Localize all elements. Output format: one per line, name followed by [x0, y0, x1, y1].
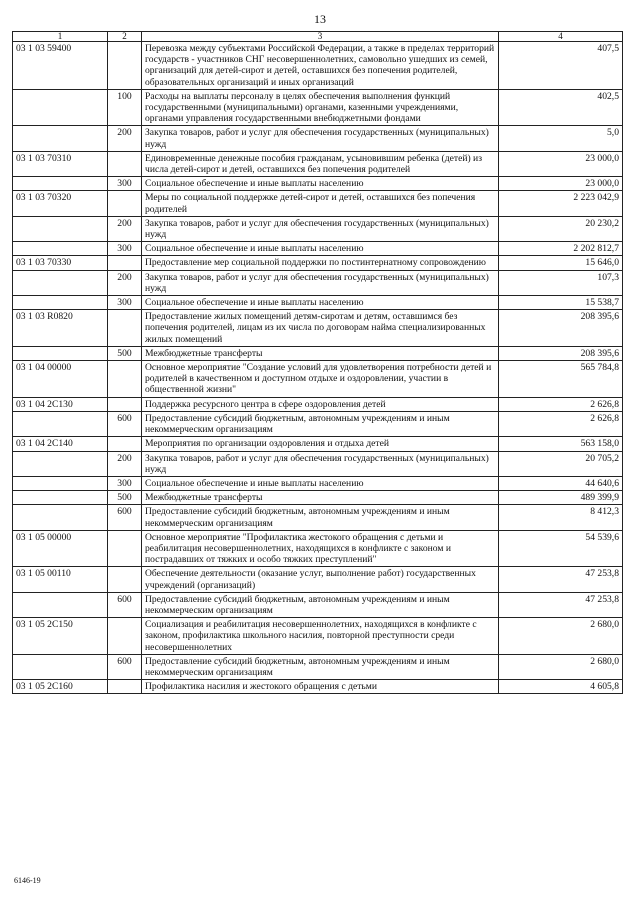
- table-row: [13, 451, 623, 476]
- row-code-cell: 03 1 03 70320: [13, 191, 108, 216]
- row-name-cell: Профилактика насилия и жестокого обращения с детьми: [142, 680, 499, 694]
- row-code-cell: 03 1 03 59400: [13, 42, 108, 90]
- table-row: [13, 89, 623, 126]
- row-expense-type-cell: 200: [108, 270, 142, 295]
- row-amount-cell: 565 784,8: [499, 361, 623, 398]
- column-header-4: 4: [499, 32, 623, 42]
- row-amount-cell: 23 000,0: [499, 151, 623, 176]
- row-amount-cell: 2 680,0: [499, 618, 623, 655]
- row-name-cell: Закупка товаров, работ и услуг для обеспечения государственных (муниципальных) нужд: [142, 126, 499, 151]
- row-name-cell: Предоставление субсидий бюджетным, автономным учреждениям и иным некоммерческим организациям: [142, 654, 499, 679]
- table-row: [13, 397, 623, 411]
- footer-document-code: 6146-19: [14, 876, 41, 885]
- table-row: [13, 618, 623, 655]
- row-amount-cell: 407,5: [499, 42, 623, 90]
- row-code-cell: [13, 126, 108, 151]
- row-code-cell: 03 1 03 70310: [13, 151, 108, 176]
- row-amount-cell: 563 158,0: [499, 437, 623, 451]
- table-row: [13, 126, 623, 151]
- table-body: [13, 42, 623, 694]
- table-row: [13, 270, 623, 295]
- table-row: [13, 151, 623, 176]
- column-header-3: 3: [142, 32, 499, 42]
- row-amount-cell: 4 605,8: [499, 680, 623, 694]
- row-name-cell: Закупка товаров, работ и услуг для обеспечения государственных (муниципальных) нужд: [142, 451, 499, 476]
- row-name-cell: Закупка товаров, работ и услуг для обеспечения государственных (муниципальных) нужд: [142, 270, 499, 295]
- row-name-cell: Мероприятия по организации оздоровления и отдыха детей: [142, 437, 499, 451]
- row-name-cell: Предоставление жилых помещений детям-сиротам и детям, оставшимся без попечения родителей, лицам из их числа по договорам найма специализированных жилых помещений: [142, 310, 499, 347]
- table-row: [13, 654, 623, 679]
- row-expense-type-cell: 600: [108, 411, 142, 436]
- row-code-cell: [13, 216, 108, 241]
- row-name-cell: Предоставление субсидий бюджетным, автономным учреждениям и иным некоммерческим организациям: [142, 505, 499, 530]
- row-expense-type-cell: [108, 151, 142, 176]
- row-name-cell: Межбюджетные трансферты: [142, 491, 499, 505]
- row-expense-type-cell: 600: [108, 654, 142, 679]
- table-row: [13, 505, 623, 530]
- row-expense-type-cell: 200: [108, 126, 142, 151]
- row-code-cell: [13, 476, 108, 490]
- row-code-cell: [13, 505, 108, 530]
- row-name-cell: Социальное обеспечение и иные выплаты населению: [142, 177, 499, 191]
- row-expense-type-cell: [108, 437, 142, 451]
- row-amount-cell: 47 253,8: [499, 592, 623, 617]
- table-row: [13, 216, 623, 241]
- row-amount-cell: 402,5: [499, 89, 623, 126]
- row-expense-type-cell: [108, 310, 142, 347]
- row-expense-type-cell: [108, 42, 142, 90]
- table-header-row: [13, 32, 623, 42]
- table-row: [13, 361, 623, 398]
- row-name-cell: Основное мероприятие "Профилактика жестокого обращения с детьми и реабилитация несовершеннолетних, находящихся в конфликте с законом и пострадавших от тяжких и особо тяжких преступлений": [142, 530, 499, 567]
- row-code-cell: 03 1 03 70330: [13, 256, 108, 270]
- row-name-cell: Расходы на выплаты персоналу в целях обеспечения выполнения функций государственными (муниципальными) органами, казенными учреждениями, органами управления государственными внебюджетными фондами: [142, 89, 499, 126]
- table-row: [13, 42, 623, 90]
- row-amount-cell: 107,3: [499, 270, 623, 295]
- row-code-cell: 03 1 04 2С140: [13, 437, 108, 451]
- row-amount-cell: 20 705,2: [499, 451, 623, 476]
- row-amount-cell: 5,0: [499, 126, 623, 151]
- table-row: [13, 191, 623, 216]
- table-row: [13, 567, 623, 592]
- row-code-cell: [13, 270, 108, 295]
- table-row: [13, 310, 623, 347]
- table-row: [13, 476, 623, 490]
- table-row: [13, 177, 623, 191]
- row-name-cell: Закупка товаров, работ и услуг для обеспечения государственных (муниципальных) нужд: [142, 216, 499, 241]
- row-code-cell: [13, 411, 108, 436]
- table-row: [13, 242, 623, 256]
- row-amount-cell: 489 399,9: [499, 491, 623, 505]
- row-expense-type-cell: 300: [108, 242, 142, 256]
- table-row: [13, 256, 623, 270]
- row-code-cell: [13, 177, 108, 191]
- budget-table: [12, 31, 623, 694]
- row-expense-type-cell: [108, 530, 142, 567]
- row-expense-type-cell: [108, 618, 142, 655]
- row-expense-type-cell: 300: [108, 296, 142, 310]
- row-amount-cell: 208 395,6: [499, 346, 623, 360]
- row-code-cell: [13, 592, 108, 617]
- row-amount-cell: 2 202 812,7: [499, 242, 623, 256]
- row-expense-type-cell: 500: [108, 491, 142, 505]
- row-name-cell: Межбюджетные трансферты: [142, 346, 499, 360]
- table-row: [13, 437, 623, 451]
- row-expense-type-cell: 200: [108, 451, 142, 476]
- row-code-cell: [13, 654, 108, 679]
- row-expense-type-cell: 300: [108, 177, 142, 191]
- row-amount-cell: 8 412,3: [499, 505, 623, 530]
- table-row: [13, 530, 623, 567]
- row-expense-type-cell: [108, 361, 142, 398]
- column-header-1: 1: [13, 32, 108, 42]
- row-amount-cell: 15 538,7: [499, 296, 623, 310]
- row-expense-type-cell: 600: [108, 505, 142, 530]
- row-amount-cell: 47 253,8: [499, 567, 623, 592]
- row-name-cell: Предоставление субсидий бюджетным, автономным учреждениям и иным некоммерческим организациям: [142, 592, 499, 617]
- row-code-cell: [13, 242, 108, 256]
- row-amount-cell: 23 000,0: [499, 177, 623, 191]
- row-amount-cell: 2 626,8: [499, 411, 623, 436]
- row-code-cell: [13, 296, 108, 310]
- row-expense-type-cell: [108, 567, 142, 592]
- row-amount-cell: 2 680,0: [499, 654, 623, 679]
- row-name-cell: Социализация и реабилитация несовершеннолетних, находящихся в конфликте с законом, профилактика школьного насилия, повторной преступности среди несовершеннолетних: [142, 618, 499, 655]
- row-name-cell: Социальное обеспечение и иные выплаты населению: [142, 296, 499, 310]
- column-header-2: 2: [108, 32, 142, 42]
- row-amount-cell: 2 626,8: [499, 397, 623, 411]
- row-expense-type-cell: 300: [108, 476, 142, 490]
- row-expense-type-cell: 200: [108, 216, 142, 241]
- row-name-cell: Обеспечение деятельности (оказание услуг, выполнение работ) государственных учреждений (организаций): [142, 567, 499, 592]
- row-code-cell: [13, 346, 108, 360]
- row-name-cell: Единовременные денежные пособия гражданам, усыновившим ребенка (детей) из числа детей-сирот и детей, оставшихся без попечения родителей: [142, 151, 499, 176]
- table-row: [13, 296, 623, 310]
- table-row: [13, 346, 623, 360]
- row-name-cell: Поддержка ресурсного центра в сфере оздоровления детей: [142, 397, 499, 411]
- row-name-cell: Меры по социальной поддержке детей-сирот и детей, оставшихся без попечения родителей: [142, 191, 499, 216]
- table-row: [13, 491, 623, 505]
- row-expense-type-cell: [108, 680, 142, 694]
- table-row: [13, 680, 623, 694]
- row-expense-type-cell: [108, 191, 142, 216]
- row-code-cell: 03 1 05 2С160: [13, 680, 108, 694]
- row-amount-cell: 208 395,6: [499, 310, 623, 347]
- row-code-cell: 03 1 05 2С150: [13, 618, 108, 655]
- row-name-cell: Предоставление мер социальной поддержки по постинтернатному сопровождению: [142, 256, 499, 270]
- row-code-cell: [13, 491, 108, 505]
- table-row: [13, 592, 623, 617]
- row-name-cell: Предоставление субсидий бюджетным, автономным учреждениям и иным некоммерческим организациям: [142, 411, 499, 436]
- row-amount-cell: 15 646,0: [499, 256, 623, 270]
- row-expense-type-cell: 500: [108, 346, 142, 360]
- row-code-cell: [13, 451, 108, 476]
- table-row: [13, 411, 623, 436]
- row-code-cell: 03 1 05 00000: [13, 530, 108, 567]
- row-amount-cell: 44 640,6: [499, 476, 623, 490]
- row-code-cell: 03 1 05 00110: [13, 567, 108, 592]
- row-name-cell: Основное мероприятие "Создание условий для удовлетворения потребности детей и родителей в качественном и доступном отдыхе и оздоровлении, участии в общественной жизни": [142, 361, 499, 398]
- row-expense-type-cell: 600: [108, 592, 142, 617]
- row-code-cell: [13, 89, 108, 126]
- row-expense-type-cell: [108, 397, 142, 411]
- row-code-cell: 03 1 04 00000: [13, 361, 108, 398]
- row-name-cell: Социальное обеспечение и иные выплаты населению: [142, 242, 499, 256]
- row-amount-cell: 2 223 042,9: [499, 191, 623, 216]
- page-number: 13: [314, 12, 326, 26]
- row-name-cell: Социальное обеспечение и иные выплаты населению: [142, 476, 499, 490]
- row-code-cell: 03 1 04 2С130: [13, 397, 108, 411]
- row-expense-type-cell: 100: [108, 89, 142, 126]
- row-code-cell: 03 1 03 R0820: [13, 310, 108, 347]
- row-amount-cell: 20 230,2: [499, 216, 623, 241]
- row-expense-type-cell: [108, 256, 142, 270]
- row-amount-cell: 54 539,6: [499, 530, 623, 567]
- row-name-cell: Перевозка между субъектами Российской Федерации, а также в пределах территорий государств - участников СНГ несовершеннолетних, самовольно ушедших из семей, организаций для детей-сирот и детей, оставшихся без попечения родителей, образовательных организаций и иных организаций: [142, 42, 499, 90]
